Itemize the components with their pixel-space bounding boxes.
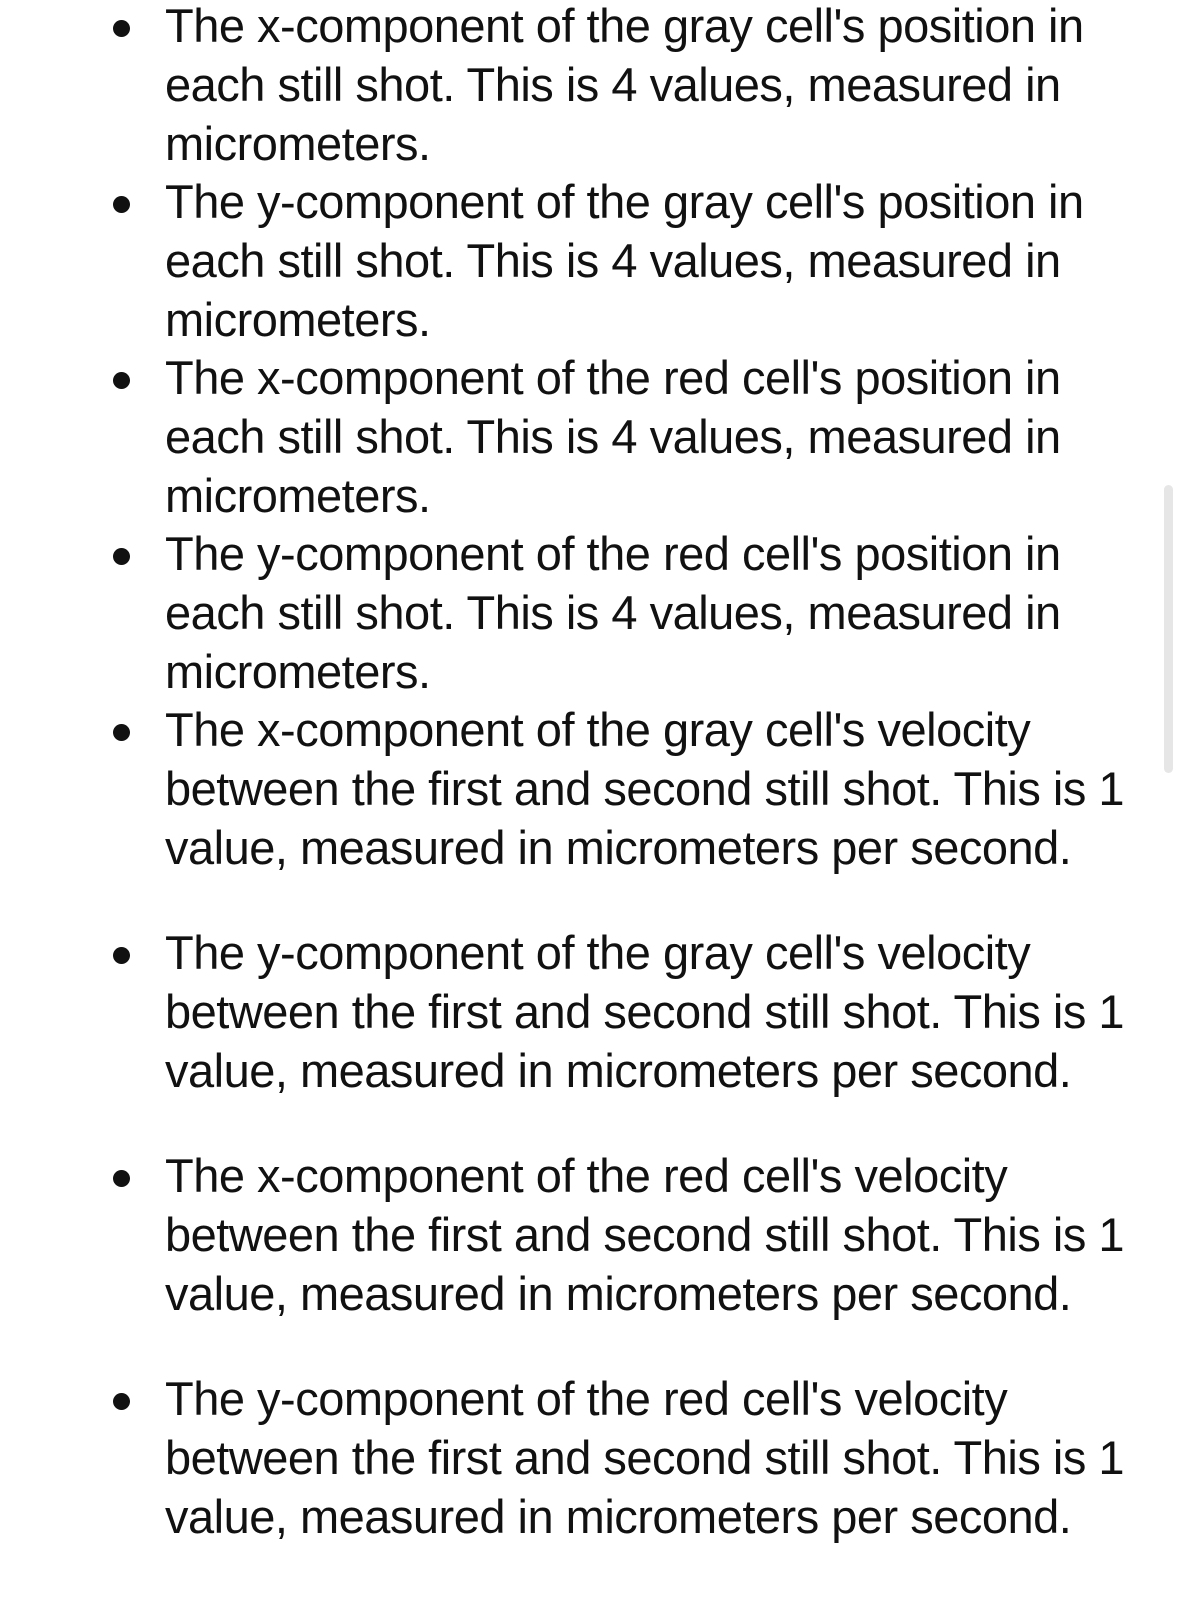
list-item [165,172,1125,349]
bullet-icon [113,1393,130,1410]
vertical-scrollbar[interactable] [1164,485,1173,773]
list-item-text: The y-component of the red cell's velocity between the first and second still shot. This is 1 value, measured in micrometers per second. [165,1372,1125,1543]
list-item [165,1146,1125,1323]
list-item [165,1369,1125,1546]
bullet-icon [113,548,130,565]
list-item [165,700,1125,877]
list-item-text: The y-component of the gray cell's velocity between the first and second still shot. This is 1 value, measured in micrometers per second. [165,926,1125,1097]
list-item-text: The x-component of the red cell's position in each still shot. This is 4 values, measured in micrometers. [165,351,1061,522]
list-item-text: The x-component of the red cell's velocity between the first and second still shot. This is 1 value, measured in micrometers per second. [165,1149,1125,1320]
list-item-text: The x-component of the gray cell's velocity between the first and second still shot. This is 1 value, measured in micrometers per second. [165,703,1125,874]
bullet-icon [113,196,130,213]
bullet-icon [113,947,130,964]
bullet-icon [113,1170,130,1187]
list-item-text: The x-component of the gray cell's position in each still shot. This is 4 values, measured in micrometers. [165,0,1084,170]
list-item [165,524,1125,701]
list-item [165,0,1125,173]
bullet-icon [113,372,130,389]
list-item-text: The y-component of the red cell's position in each still shot. This is 4 values, measured in micrometers. [165,527,1061,698]
list-item [165,348,1125,525]
list-item-text: The y-component of the gray cell's position in each still shot. This is 4 values, measured in micrometers. [165,175,1084,346]
bullet-icon [113,724,130,741]
list-item [165,923,1125,1100]
bullet-icon [113,20,130,37]
